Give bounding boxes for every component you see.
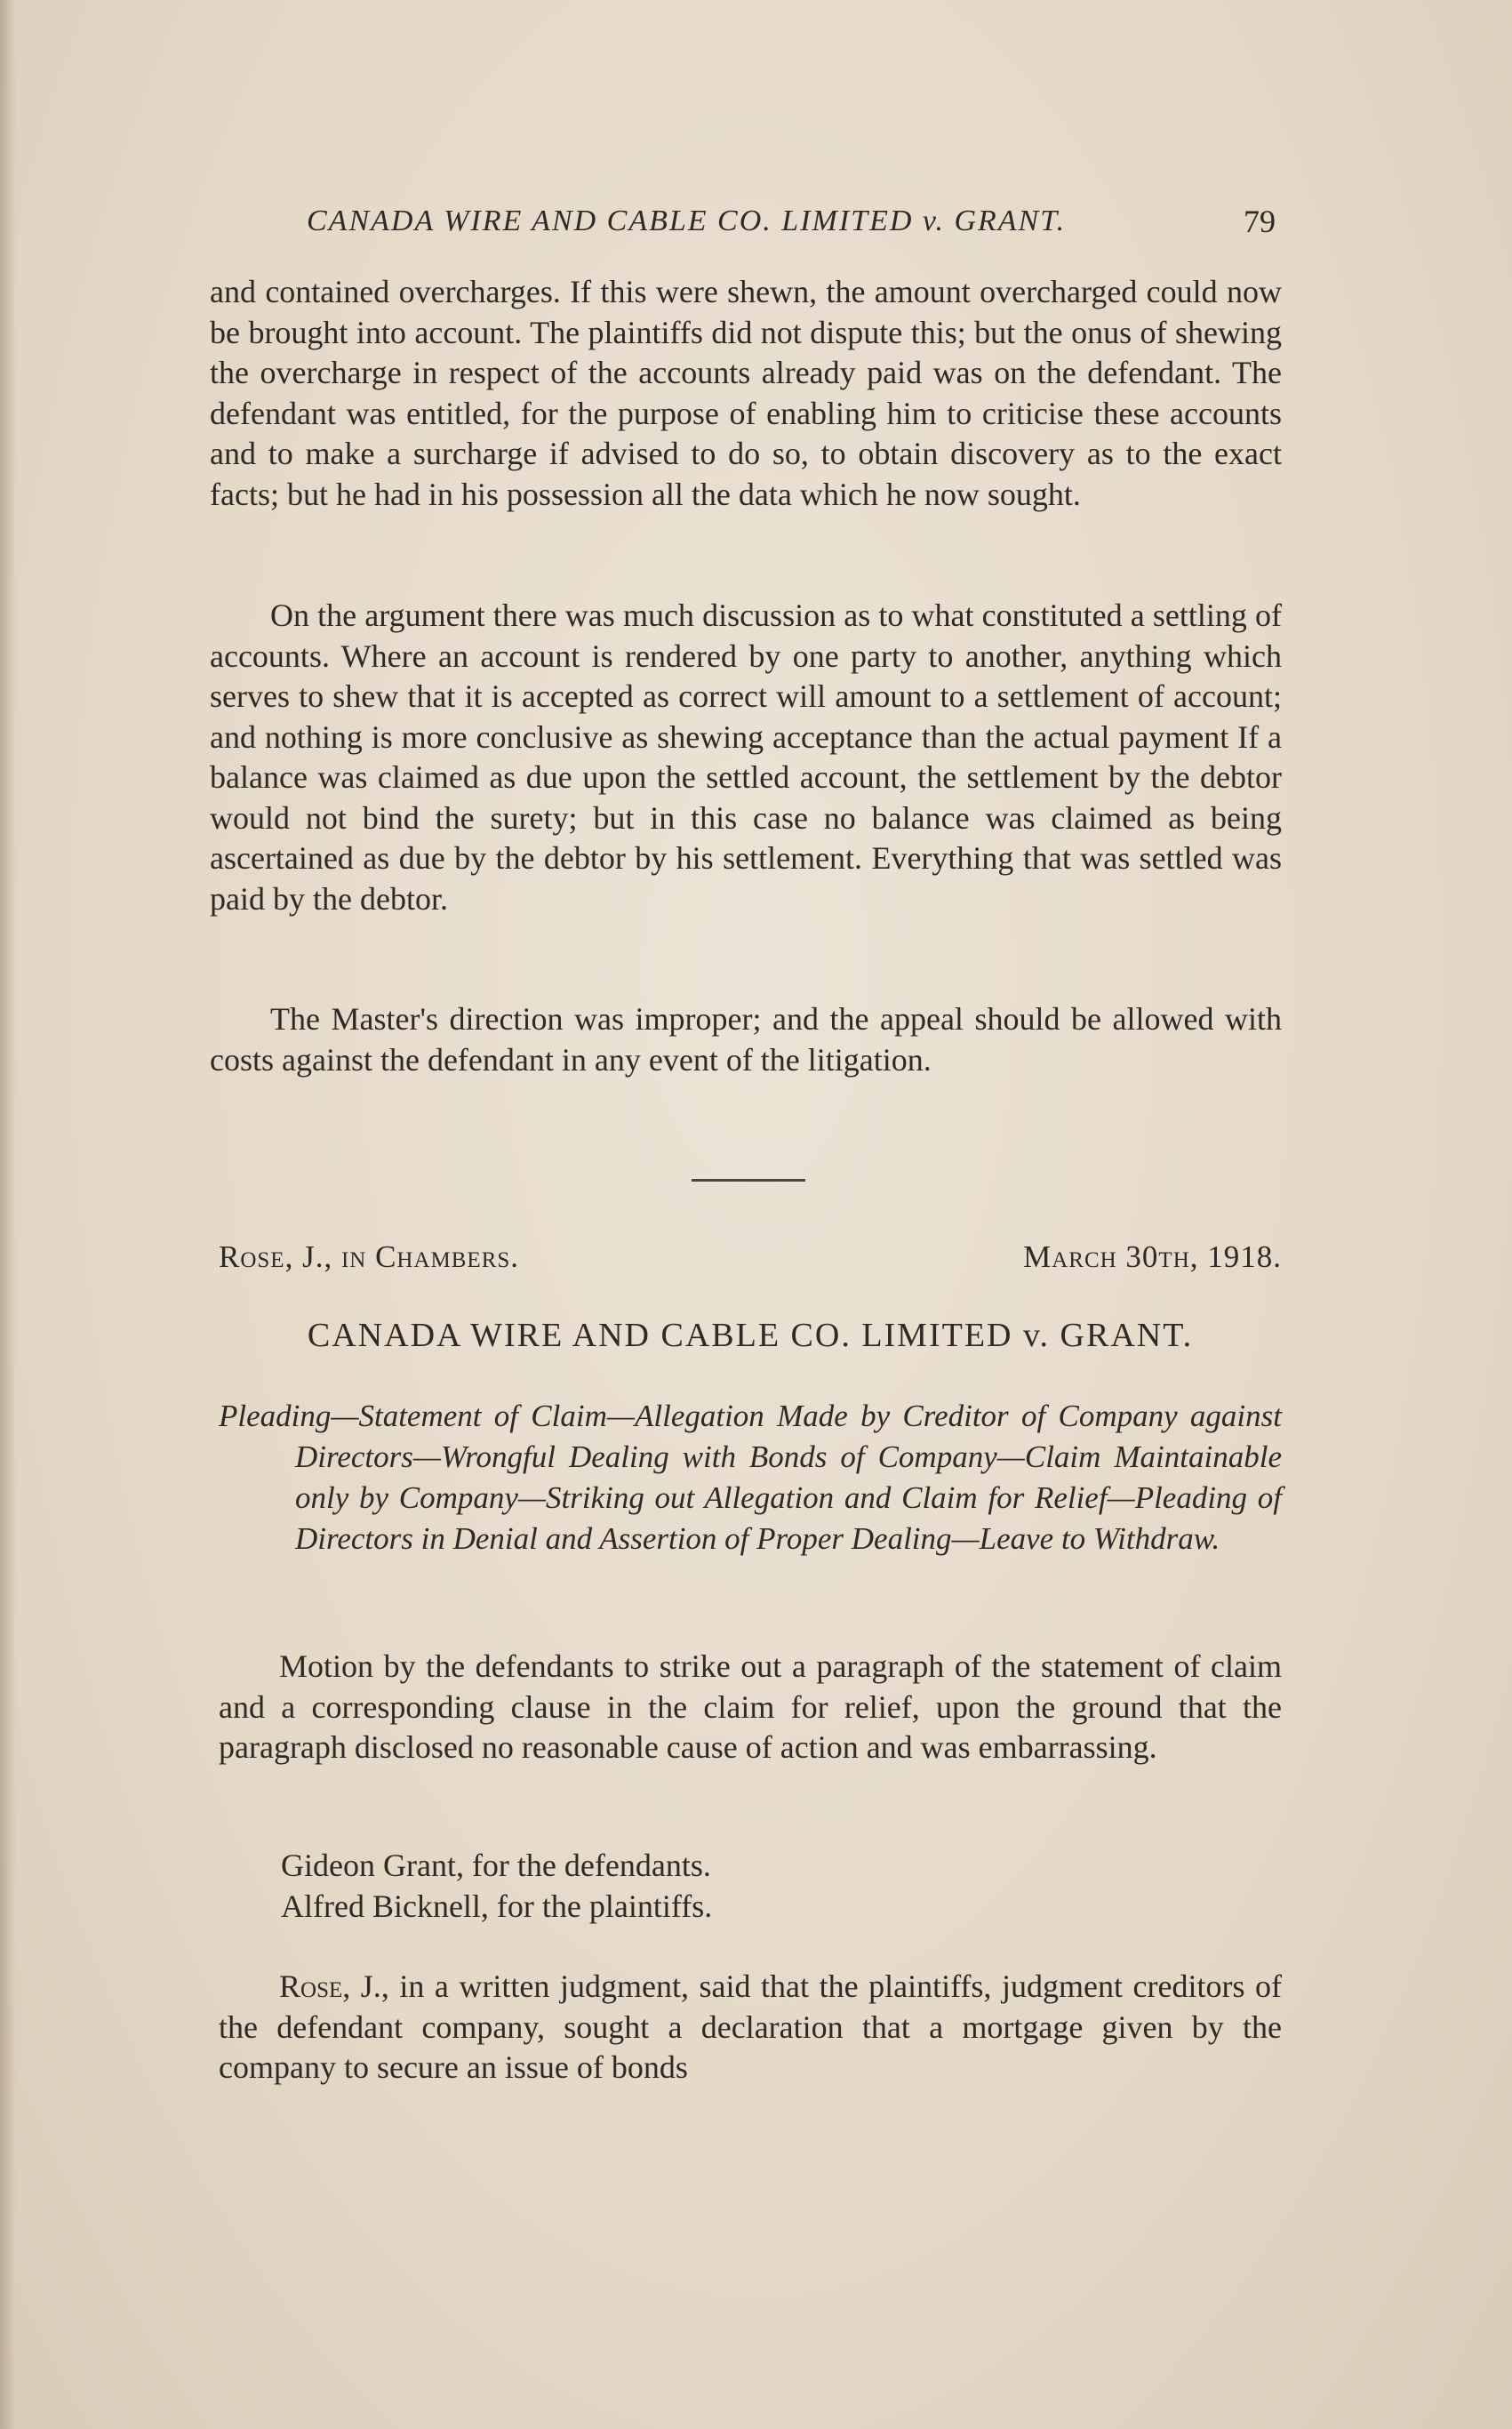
running-header <box>307 197 1276 251</box>
motion-paragraph: Motion by the defendants to strike out a paragraph of the statement of claim and a corresponding clause in the claim for relief, upon the ground that the paragraph disclosed no reasonable cause of action and was embarrassing. <box>219 1648 1282 1765</box>
running-title: CANADA WIRE AND CABLE CO. LIMITED v. GRANT. <box>307 204 1067 237</box>
body-paragraph-3: The Master's direction was improper; and the appeal should be allowed with costs against the defendant in any event of the litigation. <box>210 1001 1282 1078</box>
counsel-defendants: Gideon Grant, for the defendants. <box>281 1848 711 1883</box>
court-line <box>219 1239 1282 1284</box>
judgment-text: , in a written judgment, said that the plaintiffs, judgment creditors of the defendant company, sought a declaration that a mortgage given by the company to secure an issue of bonds <box>219 1968 1282 2085</box>
section-divider <box>692 1179 805 1182</box>
headnote: Pleading—Statement of Claim—Allegation Made by Creditor of Company against Directors—Wrongful Dealing with Bonds of Company—Claim Maintainable only by Company—Striking out Allegation and Claim for Relief—Pleading of Directors in Denial and Assertion of Proper Dealing—Leave to Withdraw. <box>219 1399 1282 1556</box>
body-paragraph-1: and contained overcharges. If this were shewn, the amount overcharged could now be brought into account. The plaintiffs did not dispute this; but the onus of shewing the overcharge in respect of the accounts already paid was on the defendant. The defendant was entitled, for the purpose of enabling him to criticise these accounts and to make a surcharge if advised to do so, to obtain discovery as to the exact facts; but he had in his possession all the data which he now sought. <box>210 274 1282 512</box>
decision-date: March 30th, 1918. <box>1023 1239 1282 1274</box>
judgment-judge-name: Rose, J. <box>279 1968 381 2004</box>
judgment-paragraph <box>219 1967 1282 2088</box>
counsel-plaintiffs: Alfred Bicknell, for the plaintiffs. <box>281 1888 713 1924</box>
case-title: CANADA WIRE AND CABLE CO. LIMITED v. GRANT. <box>307 1317 1194 1354</box>
page-edge-shadow <box>0 0 16 2429</box>
body-paragraph-2: On the argument there was much discussion as to what constituted a settling of accounts. Where an account is rendered by one party to another, anything which serves to shew that it is accepted as correct will amount to a settlement of account; and nothing is more conclusive as shewing acceptance than the actual payment If a balance was claimed as due upon the settled account, the settlement by the debtor would not bind the surety; but in this case no balance was claimed as being ascertained as due by the debtor by his settlement. Everything that was settled was paid by the debtor. <box>210 597 1282 917</box>
page-number: 79 <box>1244 204 1276 239</box>
judge-chambers: Rose, J., in Chambers. <box>219 1239 520 1274</box>
